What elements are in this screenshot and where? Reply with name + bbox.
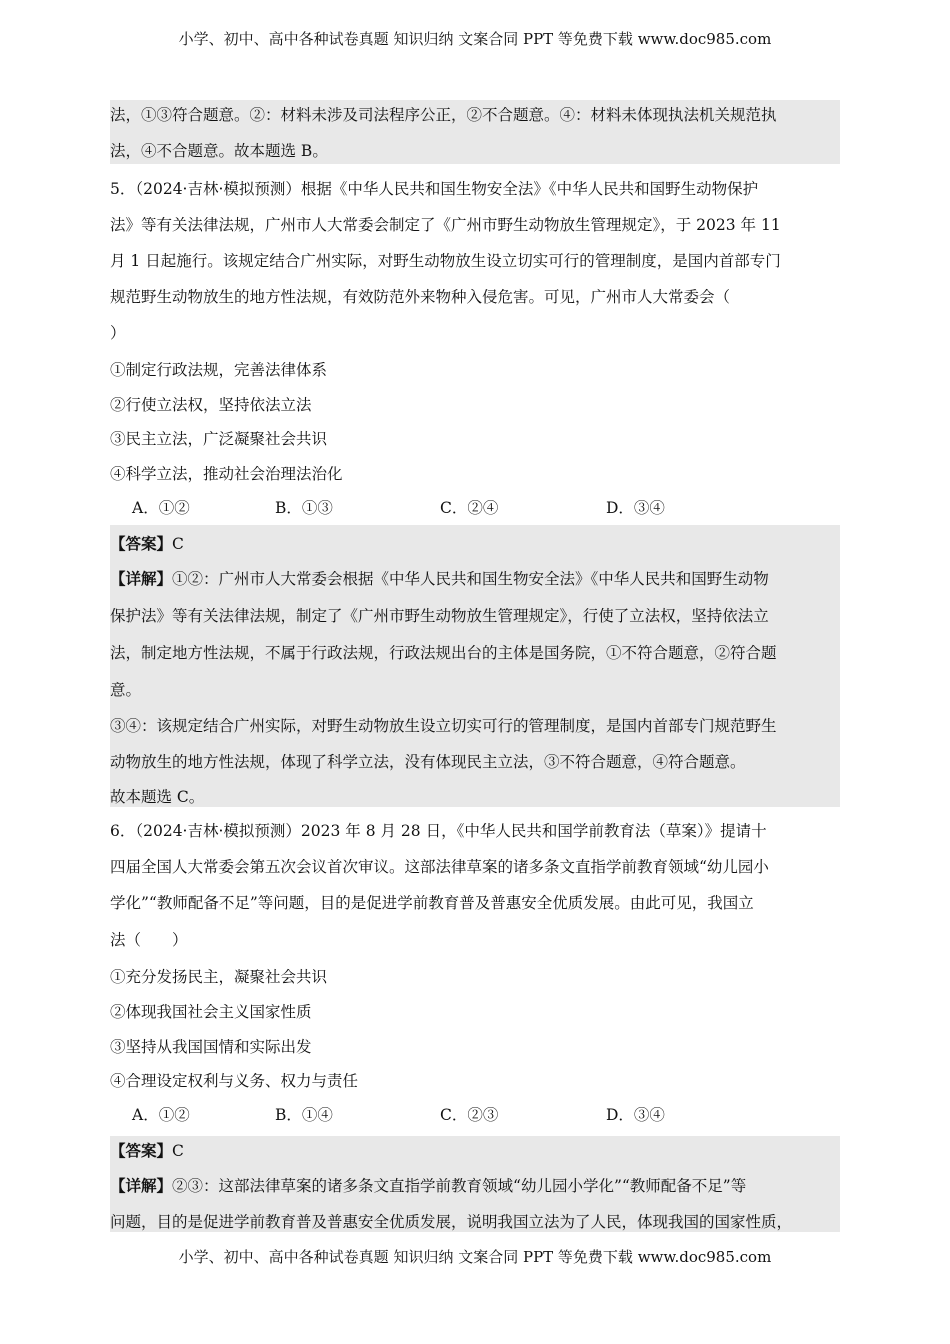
statement-item: ③民主立法，广泛凝聚社会共识 <box>110 430 328 448</box>
detail-line: 法，制定地方性法规，不属于行政法规，行政法规出台的主体是国务院，①不符合题意，②符合题 <box>110 644 777 662</box>
answer-label: 【答案】 <box>110 534 173 553</box>
statement-item: ④科学立法，推动社会治理法治化 <box>110 465 343 483</box>
option-a: A．①② <box>132 1106 190 1124</box>
question-stem-line: 法》等有关法律法规，广州市人大常委会制定了《广州市野生动物放生管理规定》，于 2023 年 11 <box>110 216 781 234</box>
statement-item: ①制定行政法规，完善法律体系 <box>110 361 328 379</box>
question-stem-line: 月 1 日起施行。该规定结合广州实际，对野生动物放生设立切实可行的管理制度，是国内首部专门 <box>110 252 781 270</box>
option-b: B．①④ <box>275 1106 333 1124</box>
detail-line: 故本题选 C。 <box>110 788 205 806</box>
question-stem-line: ） <box>110 324 126 342</box>
answer-label: 【答案】 <box>110 1141 173 1160</box>
detail-line: ③④：该规定结合广州实际，对野生动物放生设立切实可行的管理制度，是国内首部专门规范野生 <box>110 717 777 735</box>
answer-line <box>110 533 840 555</box>
question-stem-line: 学化”“教师配备不足”等问题，目的是促进学前教育普及普惠安全优质发展。由此可见，我国立 <box>110 894 754 912</box>
detail-line: 保护法》等有关法律法规，制定了《广州市野生动物放生管理规定》，行使了立法权，坚持依法立 <box>110 607 769 625</box>
statement-item: ②体现我国社会主义国家性质 <box>110 1003 312 1021</box>
statement-item: ②行使立法权，坚持依法立法 <box>110 396 312 414</box>
question-stem-line: 5．（2024·吉林·模拟预测）根据《中华人民共和国生物安全法》《中华人民共和国野生动物保护 <box>110 180 759 198</box>
detail-line: 意。 <box>110 681 142 699</box>
detail-text: ①②：广州市人大常委会根据《中华人民共和国生物安全法》《中华人民共和国野生动物 <box>172 570 769 588</box>
answer-value: C <box>172 1142 184 1160</box>
statement-item: ③坚持从我国国情和实际出发 <box>110 1038 312 1056</box>
detail-text: ②③：这部法律草案的诸多条文直指学前教育领域“幼儿园小学化”“教师配备不足”等 <box>172 1177 747 1195</box>
text-line: 法，④不合题意。故本题选 B。 <box>110 142 328 160</box>
question-stem-line: 法（ ） <box>110 931 188 949</box>
option-d: D．③④ <box>606 499 665 517</box>
question-stem-line: 规范野生动物放生的地方性法规，有效防范外来物种入侵危害。可见，广州市人大常委会（ <box>110 288 731 306</box>
page-header: 小学、初中、高中各种试卷真题 知识归纳 文案合同 PPT 等免费下载 www.doc985.com <box>178 30 772 48</box>
detail-line: 问题，目的是促进学前教育普及普惠安全优质发展，说明我国立法为了人民，体现我国的国家性质， <box>110 1213 793 1231</box>
answer-value: C <box>172 535 184 553</box>
question-stem-line: 6．（2024·吉林·模拟预测）2023 年 8 月 28 日，《中华人民共和国学前教育法（草案）》提请十 <box>110 822 767 840</box>
detail-label: 【详解】 <box>110 1176 173 1195</box>
answer-line <box>110 1140 840 1162</box>
detail-line <box>110 1175 840 1197</box>
detail-line: 动物放生的地方性法规，体现了科学立法，没有体现民主立法，③不符合题意，④符合题意。 <box>110 753 746 771</box>
option-b: B．①③ <box>275 499 333 517</box>
statement-item: ①充分发扬民主，凝聚社会共识 <box>110 968 328 986</box>
text-line: 法，①③符合题意。②：材料未涉及司法程序公正，②不合题意。④：材料未体现执法机关规范执 <box>110 106 777 124</box>
option-a: A．①② <box>132 499 190 517</box>
page-footer: 小学、初中、高中各种试卷真题 知识归纳 文案合同 PPT 等免费下载 www.doc985.com <box>178 1248 772 1266</box>
detail-line <box>110 568 840 590</box>
option-d: D．③④ <box>606 1106 665 1124</box>
question-stem-line: 四届全国人大常委会第五次会议首次审议。这部法律草案的诸多条文直指学前教育领域“幼儿园小 <box>110 858 769 876</box>
option-c: C．②④ <box>440 499 499 517</box>
statement-item: ④合理设定权利与义务、权力与责任 <box>110 1072 359 1090</box>
option-c: C．②③ <box>440 1106 499 1124</box>
detail-label: 【详解】 <box>110 569 173 588</box>
